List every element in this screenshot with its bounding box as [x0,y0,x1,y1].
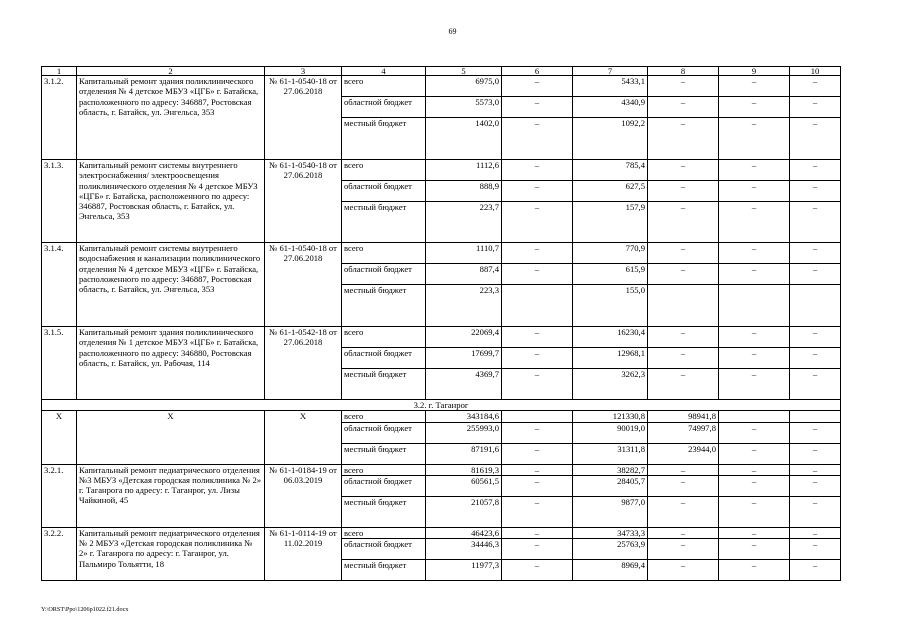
value-col10: – [790,348,841,369]
object-name: Х [77,411,265,464]
value-col9: – [719,181,790,202]
funding-source: областной бюджет [342,422,426,443]
value-col9 [719,411,790,422]
value-col6: – [502,243,573,264]
value-col7: 9877,0 [573,496,648,527]
funding-source: областной бюджет [342,539,426,560]
value-col5: 4369,7 [426,369,502,400]
funding-source: местный бюджет [342,369,426,400]
object-name: Капитальный ремонт здания поликлинического отделения № 1 детское МБУЗ «ЦГБ» г. Батайска, расположенного по адресу: 346880, Ростовская область, г. Батайск, ул. Рабочая, 114 [77,327,265,400]
value-col8: – [648,464,719,475]
value-col5: 887,4 [426,264,502,285]
value-col7: 4340,9 [573,97,648,118]
value-col10: – [790,527,841,538]
column-number: 7 [573,67,648,76]
value-col9: – [719,76,790,97]
value-col6: – [502,422,573,443]
column-number: 5 [426,67,502,76]
value-col6: – [502,539,573,560]
funding-source: областной бюджет [342,264,426,285]
subsection-heading: 3.2. г. Таганрог [42,400,841,411]
column-number: 8 [648,67,719,76]
value-col5: 888,9 [426,181,502,202]
value-col8: – [648,496,719,527]
table-row [42,243,841,264]
header-row [42,67,841,76]
value-col5: 1402,0 [426,118,502,160]
value-col5: 17699,7 [426,348,502,369]
value-col8 [648,285,719,327]
value-col8: – [648,160,719,181]
value-col7: 770,9 [573,243,648,264]
value-col5: 34446,3 [426,539,502,560]
funding-source: местный бюджет [342,202,426,243]
value-col10: – [790,422,841,443]
value-col8: – [648,243,719,264]
value-col8: – [648,560,719,581]
column-number: 2 [77,67,265,76]
value-col9: – [719,475,790,496]
value-col5: 87191,6 [426,443,502,464]
value-col10 [790,411,841,422]
value-col7: 785,4 [573,160,648,181]
file-path-footer: Y:\ORST\Ppo\1206p1022.f21.docx [41,606,129,613]
value-col10: – [790,560,841,581]
value-col10: – [790,475,841,496]
value-col5: 1112,6 [426,160,502,181]
value-col9: – [719,496,790,527]
value-col9: – [719,527,790,538]
value-col7: 1092,2 [573,118,648,160]
funding-source: местный бюджет [342,443,426,464]
value-col10 [790,285,841,327]
table-row [42,411,841,422]
value-col9: – [719,539,790,560]
value-col7: 3262,3 [573,369,648,400]
value-col6: – [502,97,573,118]
table-row [42,327,841,348]
value-col7: 25763,9 [573,539,648,560]
value-col7: 90019,0 [573,422,648,443]
value-col6 [502,411,573,422]
value-col5: 22069,4 [426,327,502,348]
value-col5: 223,7 [426,202,502,243]
value-col10: – [790,202,841,243]
value-col9: – [719,369,790,400]
value-col7: 5433,1 [573,76,648,97]
value-col5: 6975,0 [426,76,502,97]
value-col7: 627,5 [573,181,648,202]
funding-source: областной бюджет [342,348,426,369]
funding-source: всего [342,411,426,422]
funding-source: областной бюджет [342,97,426,118]
value-col8: – [648,475,719,496]
value-col9: – [719,464,790,475]
value-col8: – [648,327,719,348]
value-col5: 223,3 [426,285,502,327]
value-col8: – [648,369,719,400]
value-col7: 38282,7 [573,464,648,475]
value-col8: – [648,97,719,118]
value-col10: – [790,496,841,527]
funding-source: областной бюджет [342,475,426,496]
column-number: 4 [342,67,426,76]
value-col5: 46423,6 [426,527,502,538]
value-col7: 31311,8 [573,443,648,464]
column-number: 3 [265,67,342,76]
value-col10: – [790,327,841,348]
value-col9: – [719,97,790,118]
value-col9 [719,285,790,327]
value-col8: – [648,527,719,538]
value-col5: 1110,7 [426,243,502,264]
object-name: Капитальный ремонт системы внутреннего электроснабжения/ электроосвещения поликлинического отделения № 4 детское МБУЗ «ЦГБ» г. Батайска, расположенного по адресу: 346887, Ростовская область, г. Батайск, ул. Энгельса, 353 [77,160,265,243]
funding-source: всего [342,527,426,538]
value-col6: – [502,348,573,369]
funding-source: всего [342,464,426,475]
table-body [42,67,841,581]
value-col10: – [790,264,841,285]
value-col5: 255993,0 [426,422,502,443]
row-code: Х [42,411,77,464]
value-col6 [502,285,573,327]
value-col9: – [719,243,790,264]
table-row [42,160,841,181]
value-col5: 343184,6 [426,411,502,422]
document-number: № 61-1-0540-18 от 27.06.2018 [265,76,342,160]
value-col10: – [790,369,841,400]
column-number: 6 [502,67,573,76]
value-col5: 81619,3 [426,464,502,475]
row-code: 3.1.2. [42,76,77,160]
value-col5: 11977,3 [426,560,502,581]
value-col6: – [502,464,573,475]
value-col5: 5573,0 [426,97,502,118]
value-col10: – [790,243,841,264]
value-col5: 60561,5 [426,475,502,496]
value-col10: – [790,539,841,560]
document-number: № 61-1-0114-19 от 11.02.2019 [265,527,342,580]
value-col10: – [790,181,841,202]
row-code: 3.1.4. [42,243,77,327]
value-col9: – [719,348,790,369]
value-col6: – [502,496,573,527]
value-col7: 121330,8 [573,411,648,422]
value-col6: – [502,369,573,400]
value-col8: – [648,181,719,202]
funding-source: областной бюджет [342,181,426,202]
row-code: 3.2.1. [42,464,77,527]
value-col7: 8969,4 [573,560,648,581]
value-col9: – [719,202,790,243]
value-col5: 21057,8 [426,496,502,527]
object-name: Капитальный ремонт педиатрического отделения № 2 МБУЗ «Детская городская поликлиника № 2» г. Таганрога по адресу: г. Таганрог, ул. Пальмиро Тольятти, 18 [77,527,265,580]
value-col6: – [502,560,573,581]
value-col8: – [648,264,719,285]
value-col7: 157,9 [573,202,648,243]
subsection-row [42,400,841,411]
value-col7: 155,0 [573,285,648,327]
value-col6: – [502,118,573,160]
value-col9: – [719,560,790,581]
value-col8: 98941,8 [648,411,719,422]
value-col10: – [790,464,841,475]
value-col8: – [648,118,719,160]
object-name: Капитальный ремонт здания поликлинического отделения № 4 детское МБУЗ «ЦГБ» г. Батайска, расположенного по адресу: 346887, Ростовская область, г. Батайск, ул. Энгельса, 353 [77,76,265,160]
value-col6: – [502,76,573,97]
funding-source: местный бюджет [342,285,426,327]
value-col6: – [502,264,573,285]
row-code: 3.2.2. [42,527,77,580]
funding-source: всего [342,327,426,348]
value-col8: – [648,202,719,243]
value-col8: – [648,539,719,560]
value-col9: – [719,160,790,181]
funding-source: местный бюджет [342,496,426,527]
table-row [42,527,841,538]
page-number: 69 [448,27,457,36]
value-col6: – [502,475,573,496]
funding-source: всего [342,243,426,264]
value-col8: 23944,0 [648,443,719,464]
row-code: 3.1.3. [42,160,77,243]
value-col10: – [790,160,841,181]
value-col9: – [719,118,790,160]
column-number: 10 [790,67,841,76]
document-number: № 61-1-0540-18 от 27.06.2018 [265,243,342,327]
value-col10: – [790,443,841,464]
value-col7: 28405,7 [573,475,648,496]
value-col6: – [502,181,573,202]
funding-source: всего [342,76,426,97]
value-col10: – [790,118,841,160]
value-col6: – [502,443,573,464]
value-col7: 16230,4 [573,327,648,348]
value-col6: – [502,202,573,243]
document-number: № 61-1-0540-18 от 27.06.2018 [265,160,342,243]
budget-table [41,66,841,581]
document-number: № 61-1-0542-18 от 27.06.2018 [265,327,342,400]
value-col8: – [648,348,719,369]
table-row [42,464,841,475]
document-number: Х [265,411,342,464]
value-col9: – [719,264,790,285]
funding-source: всего [342,160,426,181]
table-row [42,76,841,97]
value-col10: – [790,76,841,97]
column-number: 9 [719,67,790,76]
funding-source: местный бюджет [342,560,426,581]
value-col9: – [719,327,790,348]
funding-source: местный бюджет [342,118,426,160]
value-col10: – [790,97,841,118]
value-col6: – [502,327,573,348]
value-col9: – [719,443,790,464]
object-name: Капитальный ремонт системы внутреннего водоснабжения и канализации поликлинического отделения № 4 детское МБУЗ «ЦГБ» г. Батайска, расположенного по адресу: 346887, Ростовская область, г. Батайск, ул. Энгельса, 353 [77,243,265,327]
document-number: № 61-1-0184-19 от 06.03.2019 [265,464,342,527]
value-col8: 74997,8 [648,422,719,443]
column-number: 1 [42,67,77,76]
object-name: Капитальный ремонт педиатрического отделения №3 МБУЗ «Детская городская поликлиника № 2» г. Таганрога по адресу: г. Таганрог, ул. Лизы Чайкиной, 45 [77,464,265,527]
row-code: 3.1.5. [42,327,77,400]
value-col6: – [502,160,573,181]
value-col9: – [719,422,790,443]
value-col7: 34733,3 [573,527,648,538]
value-col8: – [648,76,719,97]
value-col7: 615,9 [573,264,648,285]
value-col7: 12968,1 [573,348,648,369]
value-col6: – [502,527,573,538]
